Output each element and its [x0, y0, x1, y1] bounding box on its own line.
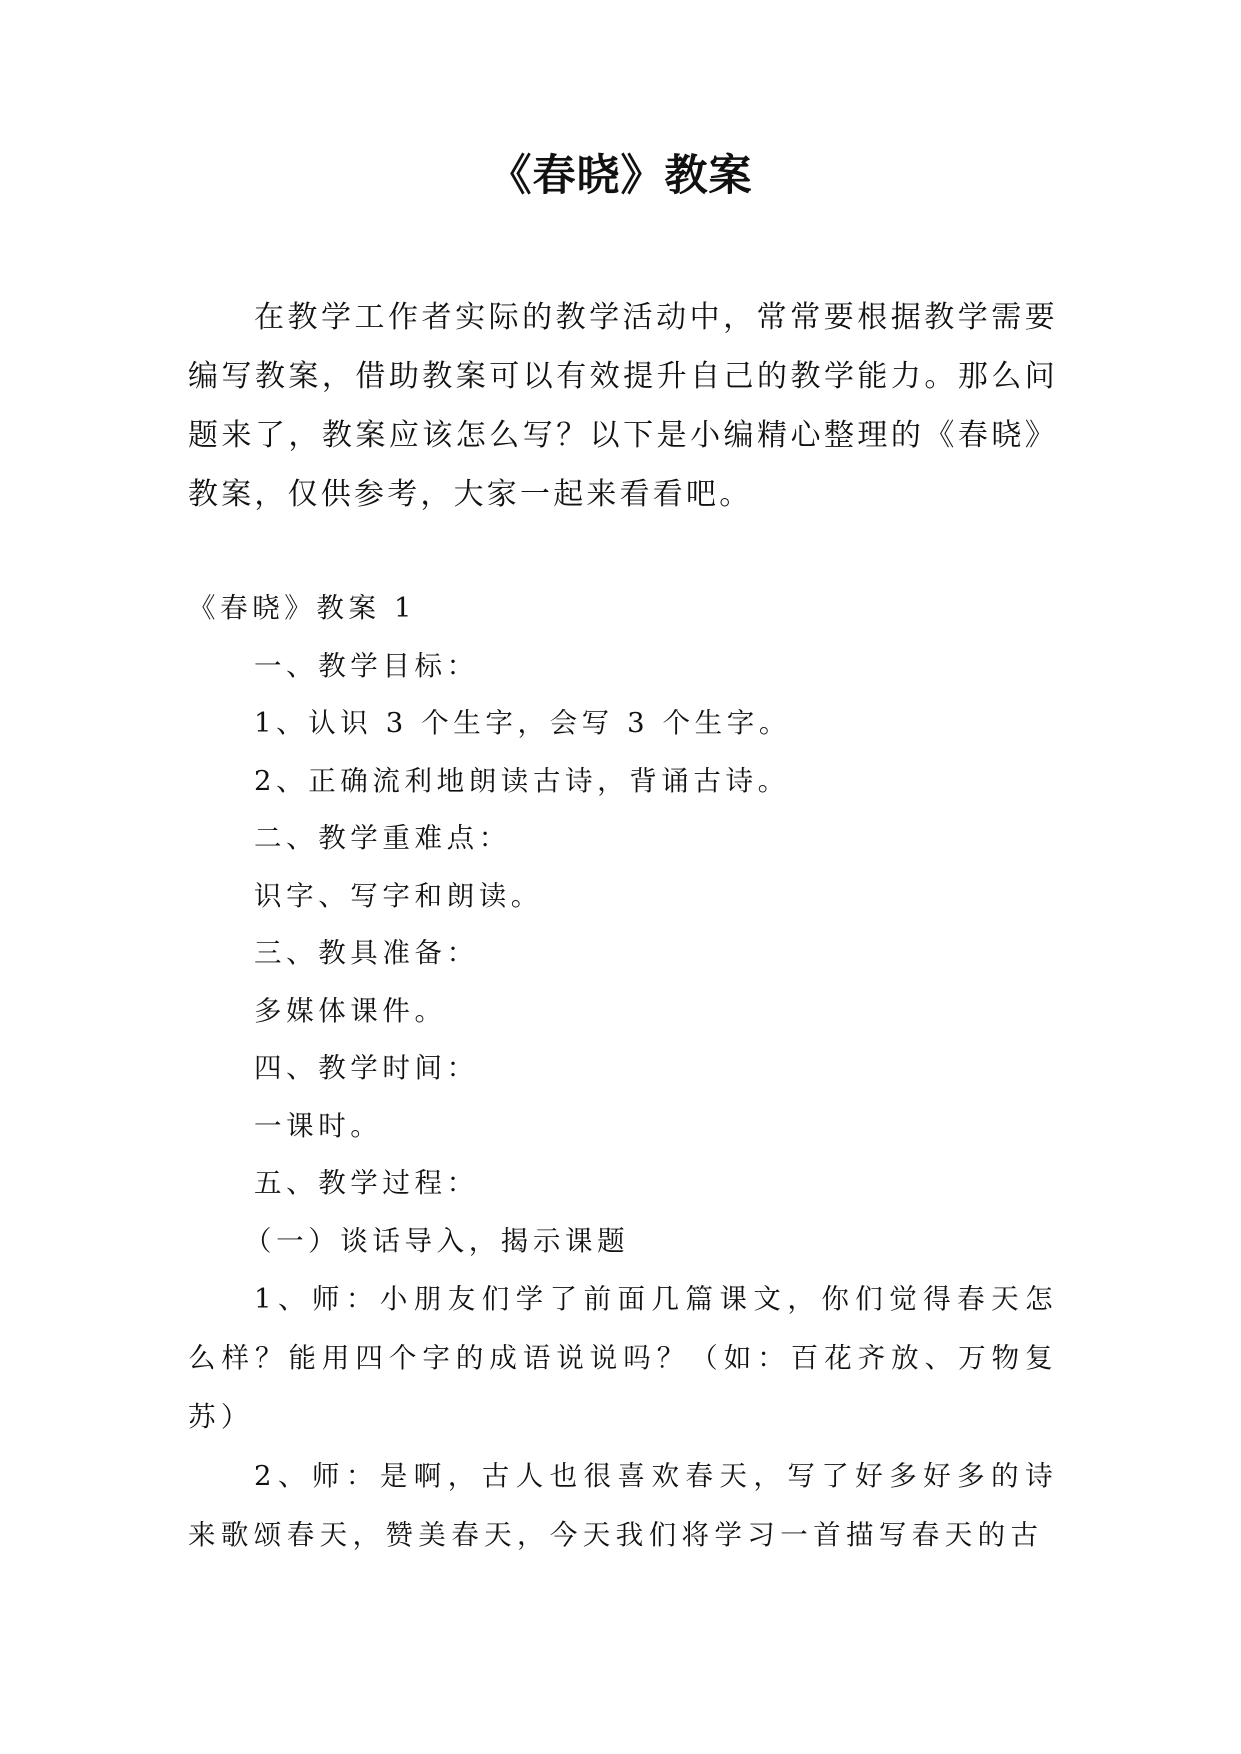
- section-heading: 《春晓》教案 1: [188, 592, 417, 624]
- heading-teaching-goals: 一、教学目标：: [254, 649, 479, 682]
- goal-item-1: 1、认识 3 个生字，会写 3 个生字。: [254, 707, 791, 739]
- heading-key-points: 二、教学重难点：: [254, 822, 511, 854]
- heading-time: 四、教学时间：: [254, 1052, 479, 1084]
- intro-paragraph: 在教学工作者实际的教学活动中，常常要根据教学需要编写教案，借助教案可以有效提升自己的教学能力。那么问题来了，教案应该怎么写？以下是小编精心整理的《春晓》教案，仅供参考，大家一起来看看吧。: [188, 300, 1058, 512]
- heading-materials: 三、教具准备：: [254, 937, 479, 969]
- document-title: 《春晓》教案: [488, 151, 753, 201]
- heading-process: 五、教学过程：: [254, 1167, 479, 1199]
- time-text: 一课时。: [254, 1109, 383, 1142]
- process-step-1-heading: （一）谈话导入，揭示课题: [244, 1224, 630, 1257]
- materials-text: 多媒体课件。: [254, 994, 447, 1027]
- lesson-plan-body: [188, 580, 1058, 1565]
- key-points-text: 识字、写字和朗读。: [254, 879, 543, 912]
- goal-item-2: 2、正确流利地朗读古诗，背诵古诗。: [254, 764, 790, 797]
- process-paragraph-1: 1、师：小朋友们学了前面几篇课文，你们觉得春天怎么样？能用四个字的成语说说吗？（如：百花齐放、万物复苏）: [188, 1283, 1058, 1433]
- process-paragraph-2: 2、师：是啊，古人也很喜欢春天，写了好多好多的诗来歌颂春天，赞美春天，今天我们将学习一首描写春天的古: [188, 1460, 1058, 1551]
